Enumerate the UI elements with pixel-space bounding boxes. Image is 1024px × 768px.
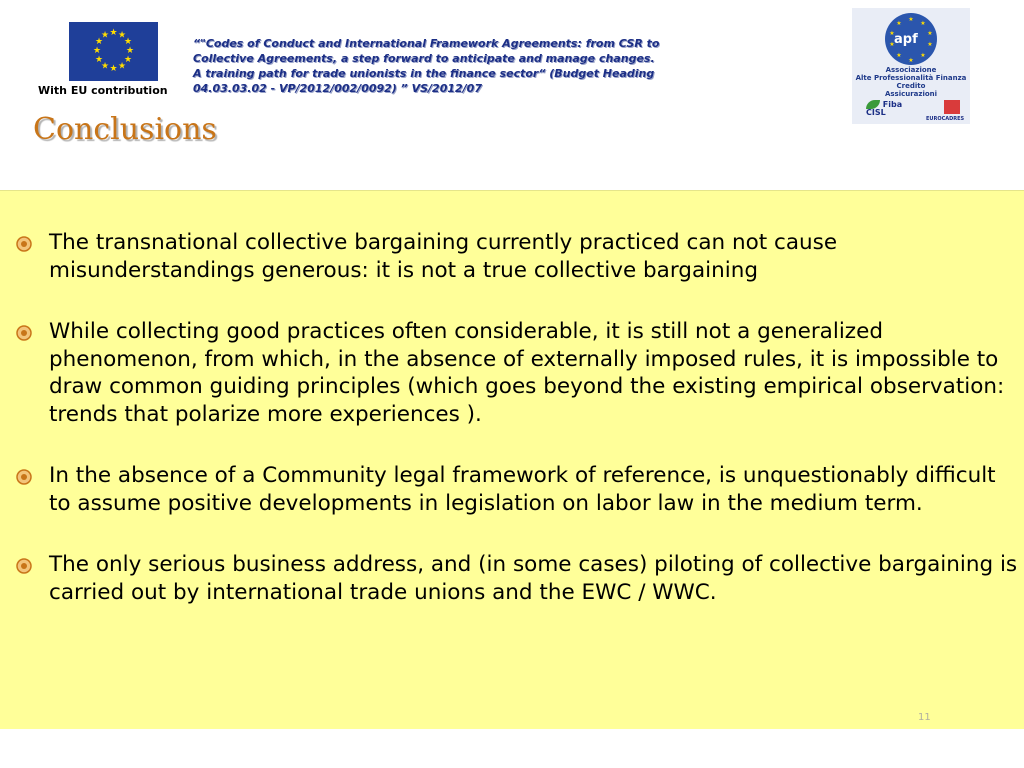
- project-title-line: A training path for trade unionists in the finance sector“ (Budget Heading: [193, 67, 655, 80]
- bullet-text: The transnational collective bargaining currently practiced can not cause misunderstandings generous: it is not a true collective bargaining: [49, 230, 838, 283]
- bullet-text: While collecting good practices often considerable, it is still not a generalized phenomenon, from which, in the absence of externally imposed rules, it is impossible to draw common guiding principles (which goes beyond the existing empirical observation: trends that polarize more experiences ).: [49, 319, 1005, 427]
- svg-text:★: ★: [123, 37, 133, 47]
- svg-text:★: ★: [927, 30, 933, 37]
- association-line: Credito: [896, 82, 926, 90]
- fiba-text: Fiba: [882, 100, 903, 109]
- list-item: [16, 229, 1020, 284]
- eu-contribution-label: With EU contribution: [38, 84, 168, 97]
- sun-bullet-icon: [16, 325, 32, 341]
- svg-text:★: ★: [117, 61, 127, 72]
- eu-flag-icon: [69, 22, 158, 81]
- list-item: [16, 462, 1020, 517]
- svg-text:★: ★: [908, 57, 914, 64]
- svg-text:★: ★: [920, 52, 926, 59]
- svg-text:★: ★: [109, 64, 118, 74]
- uni-logo-icon: [944, 100, 960, 114]
- svg-text:★: ★: [109, 28, 118, 38]
- svg-text:★: ★: [100, 61, 110, 72]
- association-line: Associazione: [885, 66, 937, 74]
- page-number: 11: [918, 712, 931, 723]
- list-item: [16, 318, 1020, 428]
- conclusions-list: [16, 229, 1020, 640]
- association-line: Assicurazioni: [884, 90, 938, 98]
- project-title-line: Collective Agreements, a step forward to anticipate and manage changes.: [193, 52, 655, 65]
- svg-text:★: ★: [889, 41, 895, 48]
- apf-logo-text: apf: [894, 32, 918, 47]
- svg-text:★: ★: [100, 30, 110, 41]
- svg-text:★: ★: [908, 16, 914, 23]
- sun-bullet-icon: [16, 558, 32, 574]
- bullet-text: In the absence of a Community legal framework of reference, is unquestionably difficult to assume positive developments in legislation on labor law in the medium term.: [49, 463, 996, 516]
- association-line: Alte Professionalità Finanza: [855, 74, 967, 82]
- svg-text:★: ★: [896, 52, 902, 59]
- eurocadres-logo: EUROCADRES: [926, 116, 965, 122]
- fiba-cisl-logo: [866, 100, 902, 117]
- svg-text:★: ★: [123, 55, 133, 65]
- svg-text:★: ★: [889, 30, 895, 37]
- svg-text:★: ★: [92, 46, 102, 56]
- svg-text:★: ★: [896, 20, 902, 27]
- svg-text:★: ★: [94, 55, 104, 65]
- svg-text:★: ★: [927, 41, 933, 48]
- svg-text:★: ★: [125, 46, 135, 56]
- cisl-text: CISL: [866, 108, 886, 117]
- list-item: [16, 551, 1020, 606]
- project-title-line: 04.03.03.02 - VP/2012/002/0092) ” VS/2012/07: [193, 82, 482, 95]
- project-title-line: “"Codes of Conduct and International Framework Agreements: from CSR to: [193, 37, 660, 50]
- bullet-text: The only serious business address, and (in some cases) piloting of collective bargaining is carried out by international trade unions and the EWC / WWC.: [49, 552, 1018, 605]
- association-name: [852, 66, 970, 98]
- svg-text:★: ★: [117, 30, 127, 41]
- slide-heading: Conclusions: [33, 112, 217, 147]
- project-title: [193, 36, 793, 96]
- sun-bullet-icon: [16, 236, 32, 252]
- svg-text:★: ★: [920, 20, 926, 27]
- apf-logo: [852, 8, 970, 124]
- sun-bullet-icon: [16, 469, 32, 485]
- svg-text:★: ★: [94, 37, 104, 47]
- content-panel: [0, 190, 1024, 729]
